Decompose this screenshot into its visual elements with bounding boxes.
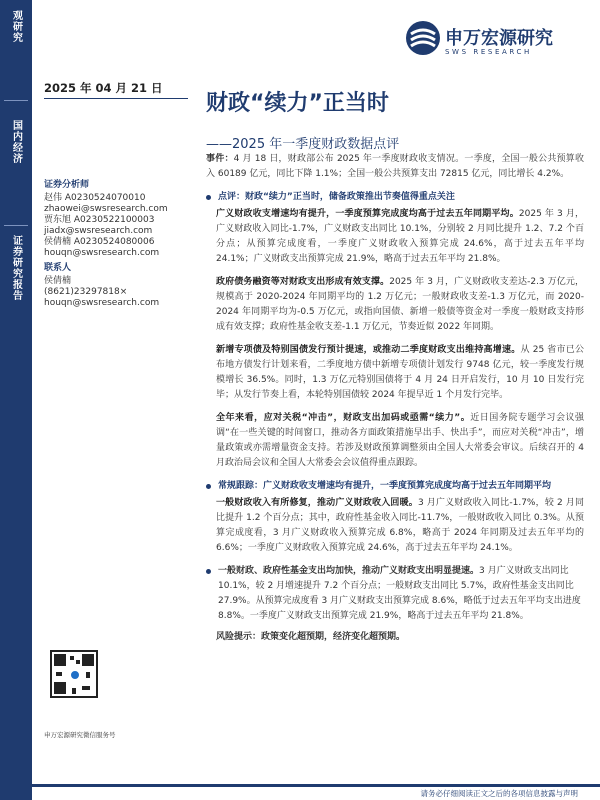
footer-disclaimer: 请务必仔细阅读正文之后的各项信息披露与声明 [420, 789, 578, 798]
report-title: 财政“续力”正当时 [206, 91, 389, 116]
paragraph-text: 近日国务院专题学习会议强调“在一些关键的时间窗口，推动各方面政策措施早出手、快出手”，而应对关税“冲击”，增量政策或亦需增量资金支持。若涉及财政预算调整须由全国人大常委会审议。后续召开的 4 月政治局会议和全国人大常委会会议值得重点跟踪。 [216, 413, 584, 468]
qr-code-icon [50, 650, 98, 698]
paragraph-text: 2025 年 3 月，广义财政收支差达-2.3 万亿元，规模高于 2020-2024 年同期平均的 1.2 万亿元；一般财政收支差-1.3 万亿元，而 2020-2024 年同期平均为-0.5 万亿元，或指向国债、新增一般债等资金对一季度一般财政支持形成有效支撑；政府性基金收支差-1.1 万亿元，节奏近似 2022 年同期。 [216, 277, 584, 332]
paragraph-lead: 新增专项债及特别国债发行预计提速，或推动二季度财政支出维持高增速。 [216, 345, 521, 355]
paragraph-lead: 一般财政、政府性基金支出均加快，推动广义财政支出明显提速。 [218, 566, 480, 576]
contact-line: 侯倩楠 [44, 276, 72, 286]
logo-cn-text: 申万宏源研究 [445, 28, 553, 49]
side-separator [4, 100, 28, 101]
paragraph-text: 3 月广义财政收入同比-1.7%，较 2 月同比提升 1.2 个百分点；其中，政府性基金收入同比-11.7%，一般财政收入同比 0.3%。从预算完成度看，3 月广义财政收入预算完成 6.8%，略高于 2024 年同期及过去五年平均的 6.6%；一季度广义财政收入预算完成 24.6%，高于过去五年平均 24.1%。 [216, 498, 584, 553]
paragraph-lead: 政府债务融资等对财政支出形成有效支撑。 [216, 277, 390, 287]
analyst-header: 证券分析师 [44, 180, 90, 190]
side-separator [4, 225, 28, 226]
section-heading: 点评：财政“续力”正当时，储备政策推出节奏值得重点关注 [206, 190, 584, 205]
paragraph-lead: 一般财政收入有所修复，推动广义财政收入回暖。 [216, 498, 418, 508]
paragraph-lead: 广义财政收支增速均有提升，一季度预算完成度均高于过去五年同期平均。 [216, 209, 519, 219]
paragraph [206, 275, 584, 335]
logo-mark-icon [405, 20, 441, 56]
analyst-line: 侯倩楠 A0230524080006 [44, 237, 155, 247]
contact-phone: (8621)23297818× [44, 287, 128, 297]
analyst-line: 赵伟 A0230524070010 [44, 193, 146, 203]
report-body [206, 152, 584, 653]
date-divider [44, 98, 188, 99]
event-text: 4 月 18 日，财政部公布 2025 年一季度财政收支情况。一季度，全国一般公共预算收入 60189 亿元，同比下降 1.1%；全国一般公共预算支出 72815 亿元，同比增长 4.2%。 [206, 154, 584, 179]
analyst-block [44, 180, 194, 309]
paragraph-text: 3 月广义财政支出同比 10.1%，较 2 月增速提升 7.2 个百分点；一般财政支出同比 5.7%，政府性基金支出同比 27.9%。从预算完成度看 3 月广义财政支出预算完成 8.6%，略低于过去五年平均支出进度 8.8%。一季度广义财政支出预算完成 21.9%，略高于过去五年平均 21.8%。 [218, 566, 581, 621]
logo-en-text: SWS RESEARCH [445, 48, 532, 56]
analyst-email[interactable]: houqn@swsresearch.com [44, 248, 160, 258]
paragraph [206, 207, 584, 267]
paragraph-lead: 全年来看，应对关税“冲击”，财政支出加码或亟需“续力”。 [216, 413, 471, 423]
paragraph-text: 2025 年 3 月，广义财政收入同比-1.7%，广义财政支出同比 10.1%，分别较 2 月同比提升 1.2、7.2 个百分点；从预算完成度看，一季度广义财政收入预算完成 24.6%，高于过去五年平均 24.1%；广义财政支出预算完成 21.9%，略高于过去五年平均 21.8%。 [216, 209, 584, 264]
footer-bar [0, 784, 600, 787]
risk-warning: 风险提示：政策变化超预期，经济变化超预期。 [216, 632, 406, 642]
paragraph [206, 343, 584, 403]
analyst-line: 贾东旭 A0230522100003 [44, 215, 155, 225]
report-subtitle: ——2025 年一季度财政数据点评 [206, 137, 400, 152]
paragraph [206, 411, 584, 471]
side-tag-domestic-economy: 国内经济 [10, 120, 22, 164]
paragraph [206, 496, 584, 556]
page-footer [0, 780, 600, 800]
analyst-email[interactable]: jiadx@swsresearch.com [44, 226, 153, 236]
brand-logo [405, 18, 575, 62]
bullet-paragraph [206, 564, 584, 624]
report-date: 2025 年 04 月 21 日 [44, 81, 163, 95]
event-paragraph [206, 152, 584, 182]
contact-email[interactable]: houqn@swsresearch.com [44, 298, 160, 308]
contact-header: 联系人 [44, 263, 72, 273]
section-heading: 常规跟踪：广义财政收支增速均有提升，一季度预算完成度均高于过去五年同期平均 [206, 479, 584, 494]
qr-caption: 申万宏源研究微信服务号 [44, 731, 116, 739]
event-label: 事件： [206, 154, 234, 164]
paragraph-text: 从 25 省市已公布地方债发行计划来看，二季度地方债中新增专项债计划发行 9748 亿元，较一季度发行规模增长 36.5%。同时，1.3 万亿元特别国债将于 4 月 24 日开启发行，10 月 10 日发行完毕；从发行节奏上看，本轮特别国债较 2024 年提早近 1 个月发行完毕。 [216, 345, 584, 400]
analyst-email[interactable]: zhaowei@swsresearch.com [44, 204, 168, 214]
side-tag-macro: 观研究 [10, 10, 22, 43]
side-tag-report-type: 证券研究报告 [10, 235, 22, 301]
